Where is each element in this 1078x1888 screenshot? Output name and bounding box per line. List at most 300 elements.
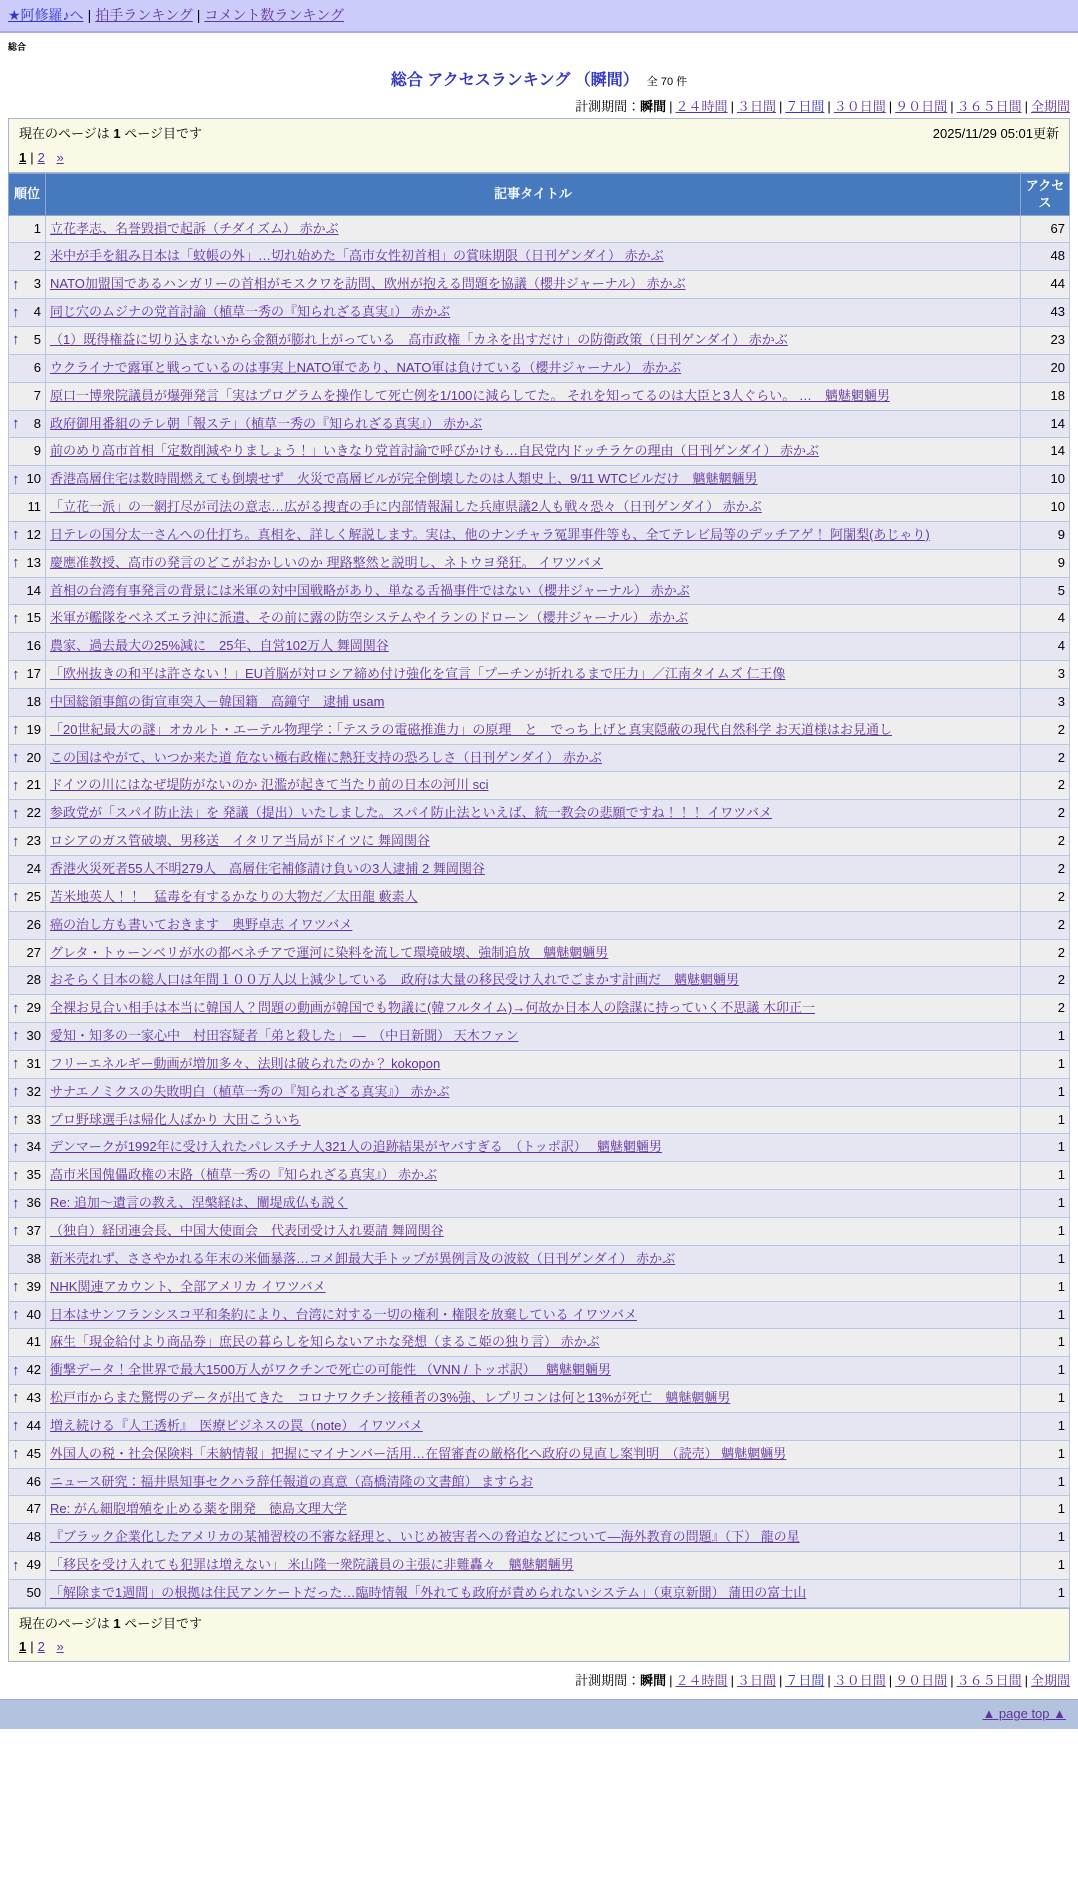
- period-link-3[interactable]: ７日間: [785, 99, 825, 114]
- page-info-line: [19, 124, 1059, 144]
- rank-cell: [9, 856, 46, 884]
- access-count: 1: [1021, 1050, 1070, 1078]
- rank-up-arrow-icon: ↑: [12, 1083, 20, 1101]
- table-row: [9, 1552, 1070, 1580]
- article-link[interactable]: 米軍が艦隊をベネズエラ沖に派遣、その前に露の防空システムやイランのドローン（櫻井ジャーナル） 赤かぶ: [50, 610, 689, 626]
- rank-number: 9: [33, 443, 41, 459]
- period-link-4[interactable]: ３０日間: [833, 1673, 886, 1689]
- table-row: [9, 577, 1070, 605]
- access-count: 1: [1021, 1134, 1070, 1162]
- rank-cell: [9, 688, 46, 716]
- table-row: [9, 688, 1070, 716]
- table-row: [9, 939, 1070, 967]
- rank-cell: [9, 1023, 46, 1051]
- rank-cell: [9, 1050, 46, 1078]
- article-link[interactable]: 「20世紀最大の謎」オカルト・エーテル物理学：「テスラの電磁推進力」の原理 と でっち上げと真実隠蔽の現代自然科学 お天道様はお見通し: [50, 721, 893, 737]
- rank-number: 8: [33, 415, 41, 431]
- rank-number: 41: [26, 1334, 41, 1350]
- page-info-line: [19, 1614, 1059, 1634]
- title-cell: [46, 215, 1021, 243]
- title-cell: [46, 549, 1021, 577]
- article-link[interactable]: ドイツの川にはなぜ堤防がないのか 氾濫が起きて当たり前の日本の河川 sci: [50, 777, 489, 793]
- periods-separator: |: [669, 1673, 673, 1689]
- access-count: 2: [1021, 911, 1070, 939]
- table-row: [9, 661, 1070, 689]
- article-link[interactable]: 苫米地英人！！ 猛毒を有するかなりの大物だ／太田龍 藪素人: [50, 888, 418, 904]
- periods-separator: |: [888, 1673, 893, 1689]
- table-row: [9, 1496, 1070, 1524]
- table-row: [9, 1217, 1070, 1245]
- table-row: [9, 1385, 1070, 1413]
- pagination-current-page[interactable]: 1: [19, 149, 27, 165]
- title-cell: [46, 1245, 1021, 1273]
- rank-up-arrow-icon: ↑: [12, 749, 20, 767]
- rank-number: 25: [26, 888, 41, 904]
- pagination-link-2[interactable]: 2: [37, 1639, 45, 1655]
- title-cell: [46, 828, 1021, 856]
- rank-up-arrow-icon: ↑: [12, 1556, 20, 1574]
- article-link[interactable]: 麻生「現金給付より商品券」庶民の暮らしを知らないアホな発想（まるこ姫の独り言） 赤かぶ: [50, 1334, 600, 1350]
- rank-up-arrow-icon: ↑: [12, 275, 20, 293]
- table-row: [9, 326, 1070, 354]
- access-count: 1: [1021, 1385, 1070, 1413]
- article-link[interactable]: 米中が手を組み日本は「蚊帳の外」…切れ始めた「高市女性初首相」の賞味期限（日刊ゲンダイ） 赤かぶ: [50, 248, 664, 264]
- access-count: 1: [1021, 1440, 1070, 1468]
- table-row: [9, 271, 1070, 299]
- rank-number: 38: [26, 1250, 41, 1266]
- table-row: [9, 1273, 1070, 1301]
- periods-separator: |: [950, 1673, 954, 1689]
- rank-cell: [9, 1190, 46, 1218]
- access-count: 48: [1021, 243, 1070, 271]
- article-link[interactable]: おそらく日本の総人口は年間１００万人以上減少している 政府は大量の移民受け入れでごまかす計画だ 魑魅魍魎男: [50, 972, 740, 988]
- period-link-1[interactable]: ２４時間: [675, 99, 728, 114]
- table-row: [9, 521, 1070, 549]
- rank-number: 26: [26, 916, 41, 932]
- rank-cell: [9, 1217, 46, 1245]
- rank-up-arrow-icon: ↑: [12, 1222, 20, 1240]
- table-row: [9, 1245, 1070, 1273]
- rank-number: 20: [26, 749, 41, 765]
- table-row: [9, 828, 1070, 856]
- article-link[interactable]: Re: がん細胞増殖を止める薬を開発 徳島文理大学: [50, 1501, 347, 1517]
- access-count: 1: [1021, 1329, 1070, 1357]
- rank-cell: [9, 1496, 46, 1524]
- pagination-current-page[interactable]: 1: [19, 1639, 27, 1655]
- rank-number: 28: [26, 972, 41, 988]
- rank-up-arrow-icon: ↑: [12, 609, 20, 627]
- period-link-2[interactable]: ３日間: [736, 99, 776, 114]
- title-cell: [46, 883, 1021, 911]
- page-top-bar: [0, 1699, 1078, 1729]
- title-cell: [46, 1468, 1021, 1496]
- pagination-link-2[interactable]: 2: [37, 149, 45, 165]
- rank-cell: [9, 1524, 46, 1552]
- periods-separator: |: [888, 99, 893, 114]
- rank-up-arrow-icon: ↑: [12, 1389, 20, 1407]
- access-count: 10: [1021, 466, 1070, 494]
- rank-cell: [9, 1357, 46, 1385]
- article-link[interactable]: 参政党が「スパイ防止法」を 発議（提出）いたしました。スパイ防止法といえば、統一教会の悲願ですね！！！ イワツバメ: [50, 805, 772, 821]
- article-link[interactable]: 「解除まで1週間」の根拠は住民アンケートだった…臨時情報「外れても政府が責められないシステム」（東京新聞） 蒲田の富士山: [50, 1584, 807, 1600]
- rank-number: 29: [26, 1000, 41, 1016]
- table-row: [9, 1579, 1070, 1607]
- pagination-separator: |: [30, 149, 34, 165]
- rank-cell: [9, 577, 46, 605]
- table-row: [9, 382, 1070, 410]
- ranking-table-body: [9, 215, 1070, 1607]
- article-link[interactable]: 政府御用番組のテレ朝「報ステ」（植草一秀の『知られざる真実』） 赤かぶ: [50, 415, 483, 431]
- article-link[interactable]: （独自）経団連会長、中国大使面会 代表団受け入れ要請 舞岡関谷: [50, 1222, 444, 1238]
- rank-cell: [9, 549, 46, 577]
- article-link[interactable]: 松戸市からまた驚愕のデータが出てきた コロナワクチン接種者の3%強、レプリコンは何と13%が死亡 魑魅魍魎男: [50, 1390, 731, 1406]
- title-cell: [46, 1162, 1021, 1190]
- table-row: [9, 744, 1070, 772]
- rank-up-arrow-icon: ↑: [12, 470, 20, 488]
- rank-cell: [9, 1078, 46, 1106]
- table-row: [9, 605, 1070, 633]
- title-cell: [46, 1552, 1021, 1580]
- access-count: 1: [1021, 1023, 1070, 1051]
- rank-cell: [9, 1162, 46, 1190]
- article-link[interactable]: 中国総領事館の街宣車突入－韓国籍 高鐘守 逮捕 usam: [50, 693, 385, 709]
- period-link-5[interactable]: ９０日間: [895, 1673, 948, 1689]
- period-link-7[interactable]: 全期間: [1030, 1673, 1070, 1689]
- title-cell: [46, 1524, 1021, 1552]
- rank-up-arrow-icon: ↑: [12, 303, 20, 321]
- title-cell: [46, 494, 1021, 522]
- ranking-table-header: [9, 173, 1070, 215]
- title-cell: [46, 1217, 1021, 1245]
- periods-separator: |: [950, 99, 954, 114]
- table-row: [9, 410, 1070, 438]
- period-link-1[interactable]: ２４時間: [675, 1673, 728, 1689]
- rank-up-arrow-icon: ↑: [12, 526, 20, 544]
- rank-cell: [9, 410, 46, 438]
- article-link[interactable]: ウクライナで露軍と戦っているのは事実上NATO軍であり、NATO軍は負けている（櫻井ジャーナル） 赤かぶ: [50, 359, 682, 375]
- periods-separator: |: [827, 99, 831, 114]
- table-row: [9, 1524, 1070, 1552]
- article-link[interactable]: 衝撃データ！全世界で最大1500万人がワクチンで死亡の可能性 （VNN / トッポ訳） 魑魅魍魎男: [50, 1362, 611, 1378]
- table-row: [9, 299, 1070, 327]
- title-cell: [46, 271, 1021, 299]
- title-cell: [46, 438, 1021, 466]
- rank-number: 40: [26, 1306, 41, 1322]
- title-cell: [46, 1023, 1021, 1051]
- rank-up-arrow-icon: ↑: [12, 999, 20, 1017]
- rank-number: 7: [33, 387, 41, 403]
- access-count: 67: [1021, 215, 1070, 243]
- rank-cell: [9, 716, 46, 744]
- access-count: 1: [1021, 1552, 1070, 1580]
- access-count: 1: [1021, 1357, 1070, 1385]
- rank-number: 1: [33, 220, 41, 236]
- article-link[interactable]: 首相の台湾有事発言の背景には米軍の対中国戦略があり、単なる舌禍事件ではない（櫻井ジャーナル） 赤かぶ: [50, 582, 690, 598]
- rank-number: 13: [26, 554, 41, 570]
- rank-up-arrow-icon: ↑: [12, 1138, 20, 1156]
- period-link-3[interactable]: ７日間: [785, 1673, 825, 1689]
- rank-number: 12: [26, 526, 41, 542]
- access-count: 14: [1021, 438, 1070, 466]
- rank-cell: [9, 1468, 46, 1496]
- access-count: 1: [1021, 1412, 1070, 1440]
- article-link[interactable]: 原口一博衆院議員が爆弾発言「実はプログラムを操作して死亡例を1/100に減らしてた。 それを知ってるのは大臣と3人ぐらい。 … 魑魅魍魎男: [50, 387, 890, 403]
- current-page-number: 1: [113, 126, 121, 141]
- table-row: [9, 1050, 1070, 1078]
- article-link[interactable]: 香港火災死者55人不明279人 高層住宅補修請け負いの3人逮捕 2 舞岡関谷: [50, 861, 485, 876]
- article-link[interactable]: 農家、過去最大の25%減に 25年、自営102万人 舞岡関谷: [50, 638, 389, 654]
- table-row: [9, 856, 1070, 884]
- rank-number: 27: [26, 944, 41, 960]
- period-links-bottom: [8, 1670, 1070, 1689]
- rank-cell: [9, 1134, 46, 1162]
- table-row: [9, 215, 1070, 243]
- article-link[interactable]: NHK関連アカウント、全部アメリカ イワツバメ: [50, 1278, 326, 1294]
- total-count: 全 70 件: [646, 76, 688, 88]
- table-row: [9, 354, 1070, 382]
- rank-cell: [9, 828, 46, 856]
- table-row: [9, 633, 1070, 661]
- periods-separator: |: [669, 99, 673, 114]
- rank-cell: [9, 466, 46, 494]
- article-link[interactable]: 日テレの国分太一さんへの仕打ち。真相を、詳しく解説します。実は、他のナンチャラ冤罪事件等も、全てテレビ局等のデッチアゲ！ 阿闍梨(あじゃり): [50, 526, 930, 542]
- rank-cell: [9, 326, 46, 354]
- period-link-4[interactable]: ３０日間: [833, 99, 886, 114]
- rank-number: 16: [26, 638, 41, 654]
- period-current: 瞬間: [640, 99, 667, 114]
- access-count: 44: [1021, 271, 1070, 299]
- board-label: 総合: [8, 42, 27, 52]
- period-link-5[interactable]: ９０日間: [895, 99, 948, 114]
- rank-number: 21: [26, 777, 41, 793]
- updated-timestamp: 2025/11/29 05:01更新: [932, 126, 1059, 141]
- article-link[interactable]: 増え続ける『人工透析』 医療ビジネスの罠（note） イワツバメ: [50, 1417, 423, 1433]
- rank-number: 14: [26, 582, 41, 598]
- article-link[interactable]: 同じ穴のムジナの党首討論（植草一秀の『知られざる真実』） 赤かぶ: [50, 304, 451, 320]
- access-count: 4: [1021, 633, 1070, 661]
- current-page-number: 1: [113, 1615, 121, 1631]
- access-count: 1: [1021, 1301, 1070, 1329]
- rank-number: 48: [26, 1529, 41, 1545]
- table-row: [9, 716, 1070, 744]
- access-count: 1: [1021, 1190, 1070, 1218]
- rank-cell: [9, 1301, 46, 1329]
- title-cell: [46, 299, 1021, 327]
- rank-up-arrow-icon: ↑: [12, 331, 20, 349]
- article-link[interactable]: 癌の治し方も書いておきます 奥野卓志 イワツバメ: [50, 916, 353, 932]
- period-current: 瞬間: [640, 1673, 667, 1689]
- title-cell: [46, 1134, 1021, 1162]
- article-link[interactable]: 『ブラック企業化したアメリカの某補習校の不審な経理と、いじめ被害者への脅迫などについて―海外教育の問題』（下） 龍の星: [50, 1529, 800, 1545]
- access-count: 1: [1021, 1078, 1070, 1106]
- rank-up-arrow-icon: ↑: [12, 1111, 20, 1129]
- access-count: 2: [1021, 883, 1070, 911]
- rank-cell: [9, 1579, 46, 1607]
- title-cell: [46, 1329, 1021, 1357]
- title-cell: [46, 354, 1021, 382]
- rank-number: 24: [26, 861, 41, 876]
- period-link-7[interactable]: 全期間: [1030, 99, 1070, 114]
- periods-separator: |: [827, 1673, 831, 1689]
- topbar-link-3[interactable]: コメント数ランキング: [204, 7, 345, 23]
- rank-number: 2: [33, 248, 41, 264]
- article-link[interactable]: 愛知・知多の一家心中 村田容疑者「弟と殺した」 ― （中日新聞） 天木ファン: [50, 1028, 519, 1044]
- pagination-separator: [49, 1639, 53, 1654]
- access-count: 20: [1021, 354, 1070, 382]
- title-cell: [46, 1385, 1021, 1413]
- rank-number: 44: [26, 1417, 41, 1433]
- rank-up-arrow-icon: ↑: [12, 1055, 20, 1073]
- article-link[interactable]: この国はやがて、いつか来た道 危ない極右政権に熱狂支持の恐ろしさ（日刊ゲンダイ） 赤かぶ: [50, 749, 602, 765]
- article-link[interactable]: ロシアのガス管破壊、男移送 イタリア当局がドイツに 舞岡関谷: [50, 833, 430, 849]
- rank-number: 50: [26, 1584, 41, 1600]
- rank-number: 30: [26, 1028, 41, 1044]
- topbar-link-1[interactable]: ★阿修羅♪へ: [8, 7, 84, 23]
- rank-cell: [9, 382, 46, 410]
- access-count: 1: [1021, 1579, 1070, 1607]
- article-link[interactable]: 慶應准教授、高市の発言のどこがおかしいのか 理路整然と説明し、ネトウヨ発狂。 イワツバメ: [50, 554, 603, 570]
- access-count: 4: [1021, 605, 1070, 633]
- access-count: 1: [1021, 1106, 1070, 1134]
- table-row: [9, 1329, 1070, 1357]
- rank-up-arrow-icon: ↑: [12, 1361, 20, 1379]
- article-link[interactable]: 外国人の税・社会保険料「未納情報」把握にマイナンバー活用…在留審査の厳格化へ政府の見直し案判明 （読売） 魑魅魍魎男: [50, 1445, 787, 1461]
- title-cell: [46, 382, 1021, 410]
- article-link[interactable]: 前のめり高市首相「定数削減やりましょう！」いきなり党首討論で呼びかけも…自民党内ドッチラケの理由（日刊ゲンダイ） 赤かぶ: [50, 443, 820, 459]
- title-cell: [46, 772, 1021, 800]
- article-link[interactable]: 立花孝志、名誉毀損で起訴（チダイズム） 赤かぶ: [50, 220, 339, 236]
- pagination-link-»[interactable]: »: [56, 1639, 64, 1655]
- article-link[interactable]: 日本はサンフランシスコ平和条約により、台湾に対する一切の権利・権限を放棄している イワツバメ: [50, 1306, 637, 1322]
- access-count: 23: [1021, 326, 1070, 354]
- title-cell: [46, 800, 1021, 828]
- table-row: [9, 883, 1070, 911]
- rank-cell: [9, 215, 46, 243]
- article-link[interactable]: 新米売れず、ささやかれる年末の米価暴落…コメ卸最大手トップが異例言及の波紋（日刊ゲンダイ） 赤かぶ: [50, 1250, 676, 1266]
- period-link-6[interactable]: ３６５日間: [956, 99, 1022, 114]
- article-link[interactable]: 「移民を受け入れても犯罪は増えない」 米山隆一衆院議員の主張に非難轟々 魑魅魍魎男: [50, 1557, 574, 1573]
- article-link[interactable]: プロ野球選手は帰化人ばかり 大田こういち: [50, 1111, 301, 1127]
- nav-separator: |: [196, 7, 201, 23]
- rank-number: 35: [26, 1167, 41, 1183]
- rank-cell: [9, 744, 46, 772]
- periods-separator: |: [1024, 1673, 1028, 1689]
- article-link[interactable]: デンマークが1992年に受け入れたパレスチナ人321人の追跡結果がヤバすぎる （トッポ訳） 魑魅魍魎男: [50, 1139, 662, 1155]
- rank-number: 18: [26, 693, 41, 709]
- table-row: [9, 772, 1070, 800]
- title-cell: [46, 1273, 1021, 1301]
- access-count: 1: [1021, 1468, 1070, 1496]
- period-link-2[interactable]: ３日間: [736, 1673, 776, 1689]
- article-link[interactable]: Re: 追加～遺言の教え、涅槃経は、闡堤成仏も説く: [50, 1195, 348, 1211]
- access-count: 2: [1021, 772, 1070, 800]
- article-link[interactable]: ニュース研究：福井県知事セクハラ辞任報道の真意（高橋清隆の文書館） ますらお: [50, 1473, 534, 1489]
- rank-up-arrow-icon: ↑: [12, 1306, 20, 1324]
- rank-up-arrow-icon: ↑: [12, 665, 20, 683]
- access-count: 5: [1021, 577, 1070, 605]
- rank-cell: [9, 299, 46, 327]
- periods-separator: |: [730, 99, 734, 114]
- rank-number: 42: [26, 1362, 41, 1378]
- title-cell: [46, 1050, 1021, 1078]
- access-count: 2: [1021, 856, 1070, 884]
- rank-number: 37: [26, 1222, 41, 1238]
- title-cell: [46, 1357, 1021, 1385]
- rank-number: 43: [26, 1390, 41, 1406]
- table-row: [9, 243, 1070, 271]
- rank-number: 17: [26, 666, 41, 682]
- top-nav-bar: [0, 0, 1078, 33]
- rank-number: 39: [26, 1278, 41, 1294]
- rank-number: 34: [26, 1139, 41, 1155]
- header-title: 記事タイトル: [46, 173, 1021, 215]
- article-link[interactable]: 香港高層住宅は数時間燃えても倒壊せず 火災で高層ビルが完全倒壊したのは人類史上、9/11 WTCビルだけ 魑魅魍魎男: [50, 471, 758, 487]
- pagination-bottom: [19, 1633, 1059, 1657]
- page-top-link[interactable]: ▲ page top ▲: [982, 1706, 1066, 1722]
- access-count: 2: [1021, 800, 1070, 828]
- access-count: 9: [1021, 549, 1070, 577]
- rank-up-arrow-icon: ↑: [12, 777, 20, 795]
- rank-number: 22: [26, 805, 41, 821]
- rank-number: 15: [26, 610, 41, 626]
- article-link[interactable]: フリーエネルギー動画が増加多々、法則は破られたのか？ kokopon: [50, 1055, 441, 1071]
- rank-cell: [9, 633, 46, 661]
- rank-number: 47: [26, 1501, 41, 1517]
- title-cell: [46, 856, 1021, 884]
- title-cell: [46, 661, 1021, 689]
- rank-cell: [9, 243, 46, 271]
- rank-cell: [9, 772, 46, 800]
- table-row: [9, 1190, 1070, 1218]
- table-row: [9, 911, 1070, 939]
- current-page-text: 現在のページは 1 ページ目です: [19, 126, 202, 141]
- article-link[interactable]: （1）既得権益に切り込まないから金額が膨れ上がっている 高市政権「カネを出すだけ」の防衛政策（日刊ゲンダイ） 赤かぶ: [50, 331, 788, 347]
- title-cell: [46, 911, 1021, 939]
- title-cell: [46, 1579, 1021, 1607]
- title-cell: [46, 326, 1021, 354]
- access-count: 3: [1021, 688, 1070, 716]
- period-link-6[interactable]: ３６５日間: [956, 1673, 1022, 1689]
- article-link[interactable]: グレタ・トゥーンベリが水の都ベネチアで運河に染料を流して環境破壊、強制追放 魑魅魍魎男: [50, 944, 609, 960]
- access-count: 18: [1021, 382, 1070, 410]
- periods-separator: |: [778, 1673, 783, 1689]
- rank-cell: [9, 1245, 46, 1273]
- table-row: [9, 1162, 1070, 1190]
- access-count: 2: [1021, 716, 1070, 744]
- rank-number: 32: [26, 1083, 41, 1099]
- pagination-top: [19, 144, 1059, 168]
- article-link[interactable]: サナエノミクスの失敗明白（植草一秀の『知られざる真実』） 赤かぶ: [50, 1083, 450, 1099]
- topbar-link-2[interactable]: 拍手ランキング: [95, 7, 193, 23]
- pagination-link-»[interactable]: »: [56, 149, 64, 165]
- table-row: [9, 967, 1070, 995]
- periods-separator: |: [730, 1673, 734, 1689]
- rank-up-arrow-icon: ↑: [12, 721, 20, 739]
- article-link[interactable]: 高市米国傀儡政権の末路（植草一秀の『知られざる真実』） 赤かぶ: [50, 1167, 438, 1183]
- article-link[interactable]: 全裸お見合い相手は本当に韓国人？問題の動画が韓国でも物議に(韓フルタイム)→何故か日本人の陰謀に持っていく不思議 木卯正一: [50, 1000, 815, 1016]
- rank-number: 4: [33, 304, 41, 320]
- article-link[interactable]: NATO加盟国であるハンガリーの首相がモスクワを訪問、欧州が抱える問題を協議（櫻井ジャーナル） 赤かぶ: [50, 276, 686, 292]
- rank-cell: [9, 1329, 46, 1357]
- article-link[interactable]: 「欧州抜きの和平は許さない！」EU首脳が対ロシア締め付け強化を宣言「プーチンが折れるまで圧力」／江南タイムズ 仁王像: [50, 666, 786, 682]
- title-cell: [46, 967, 1021, 995]
- rank-number: 3: [33, 276, 41, 292]
- title-cell: [46, 410, 1021, 438]
- rank-cell: [9, 605, 46, 633]
- rank-up-arrow-icon: ↑: [12, 804, 20, 822]
- table-row: [9, 494, 1070, 522]
- article-link[interactable]: 「立花一派」の一網打尽が司法の意志…広がる捜査の手に内部情報漏した兵庫県議2人も戦々恐々（日刊ゲンダイ） 赤かぶ: [50, 499, 762, 515]
